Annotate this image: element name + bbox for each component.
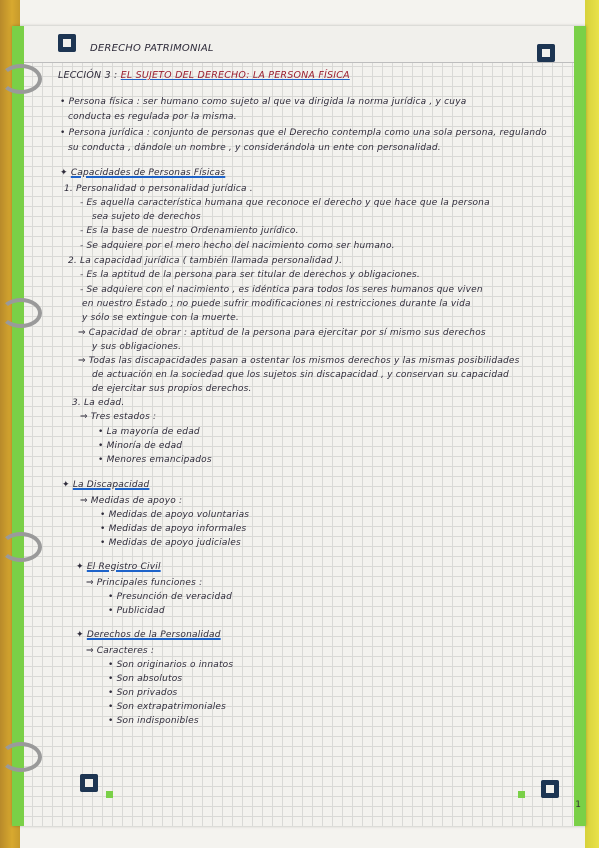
lesson-heading	[58, 70, 350, 81]
section-line: ⇒ Caracteres :	[86, 646, 155, 656]
section-line: ⇒ Medidas de apoyo :	[80, 496, 183, 506]
section-line: 3. La edad.	[72, 398, 125, 408]
section-line: - Es aquella característica humana que reconoce el derecho y que hace que la persona	[80, 198, 490, 208]
binder-ring	[0, 298, 42, 328]
binder-ring	[0, 532, 42, 562]
section-line: • Publicidad	[108, 606, 165, 616]
section-line: - Se adquiere por el mero hecho del nacimiento como ser humano.	[80, 241, 395, 251]
section-line: - Es la aptitud de la persona para ser titular de derechos y obligaciones.	[80, 270, 420, 280]
intro-line: • Persona física : ser humano como sujeto al que va dirigida la norma jurídica , y cuya	[60, 97, 467, 107]
section-line: • Medidas de apoyo informales	[100, 524, 247, 534]
page-title: DERECHO PATRIMONIAL	[90, 43, 214, 54]
section-line: • Son originarios o innatos	[108, 660, 234, 670]
brand-logo-icon	[58, 34, 76, 52]
section-line: • Son extrapatrimoniales	[108, 702, 227, 712]
section-line: en nuestro Estado ; no puede sufrir modificaciones ni restricciones durante la vida	[82, 299, 471, 309]
section-line: ⇒ Todas las discapacidades pasan a ostentar los mismos derechos y las mismas posibilidades	[78, 356, 520, 366]
section-line: • Minoría de edad	[98, 441, 183, 451]
section-line: 2. La capacidad jurídica ( también llamada personalidad ).	[68, 256, 343, 266]
lesson-topic: EL SUJETO DEL DERECHO: LA PERSONA FÍSICA	[120, 70, 350, 81]
section-line: ⇒ Principales funciones :	[86, 578, 203, 588]
intro-line: conducta es regulada por la misma.	[68, 112, 237, 122]
section-line: • Medidas de apoyo voluntarias	[100, 510, 250, 520]
section-line: • Menores emancipados	[98, 455, 212, 465]
section-line: • Son indisponibles	[108, 716, 199, 726]
binder-ring	[0, 64, 42, 94]
intro-line: su conducta , dándole un nombre , y considerándola un ente con personalidad.	[68, 143, 441, 153]
section-line: • Son absolutos	[108, 674, 183, 684]
section-line: • La mayoría de edad	[98, 427, 200, 437]
section-line: • Presunción de veracidad	[108, 592, 233, 602]
section-line: • Son privados	[108, 688, 178, 698]
section-line: - Es la base de nuestro Ordenamiento jurídico.	[80, 226, 299, 236]
corner-mark	[518, 791, 525, 798]
section-title: ✦ La Discapacidad	[62, 480, 150, 490]
page-number: 1	[575, 800, 581, 810]
section-line: de actuación en la sociedad que los sujetos sin discapacidad , y conservan su capacidad	[92, 370, 509, 380]
section-line: ⇒ Tres estados :	[80, 412, 157, 422]
section-line: de ejercitar sus propios derechos.	[92, 384, 252, 394]
corner-mark	[106, 791, 113, 798]
section-line: y sólo se extingue con la muerte.	[82, 313, 239, 323]
binder-edge-right	[585, 0, 599, 848]
section-title: ✦ Capacidades de Personas Físicas	[60, 168, 226, 178]
binder-ring	[0, 742, 42, 772]
intro-line: • Persona jurídica : conjunto de personas que el Derecho contempla como una sola persona, regulando	[60, 128, 547, 138]
page-margin-left	[12, 26, 24, 826]
section-line: ⇒ Capacidad de obrar : aptitud de la persona para ejercitar por sí mismo sus derechos	[78, 328, 486, 338]
section-line: sea sujeto de derechos	[92, 212, 201, 222]
brand-logo-icon	[541, 780, 559, 798]
brand-logo-icon	[80, 774, 98, 792]
section-line: y sus obligaciones.	[92, 342, 182, 352]
section-line: - Se adquiere con el nacimiento , es idéntica para todos los seres humanos que viven	[80, 285, 483, 295]
page-margin-right	[574, 26, 586, 826]
section-title: ✦ El Registro Civil	[76, 562, 161, 572]
lesson-label: LECCIÓN 3 :	[58, 70, 118, 81]
brand-logo-icon	[537, 44, 555, 62]
section-line: • Medidas de apoyo judiciales	[100, 538, 241, 548]
section-title: ✦ Derechos de la Personalidad	[76, 630, 221, 640]
section-line: 1. Personalidad o personalidad jurídica .	[64, 184, 253, 194]
